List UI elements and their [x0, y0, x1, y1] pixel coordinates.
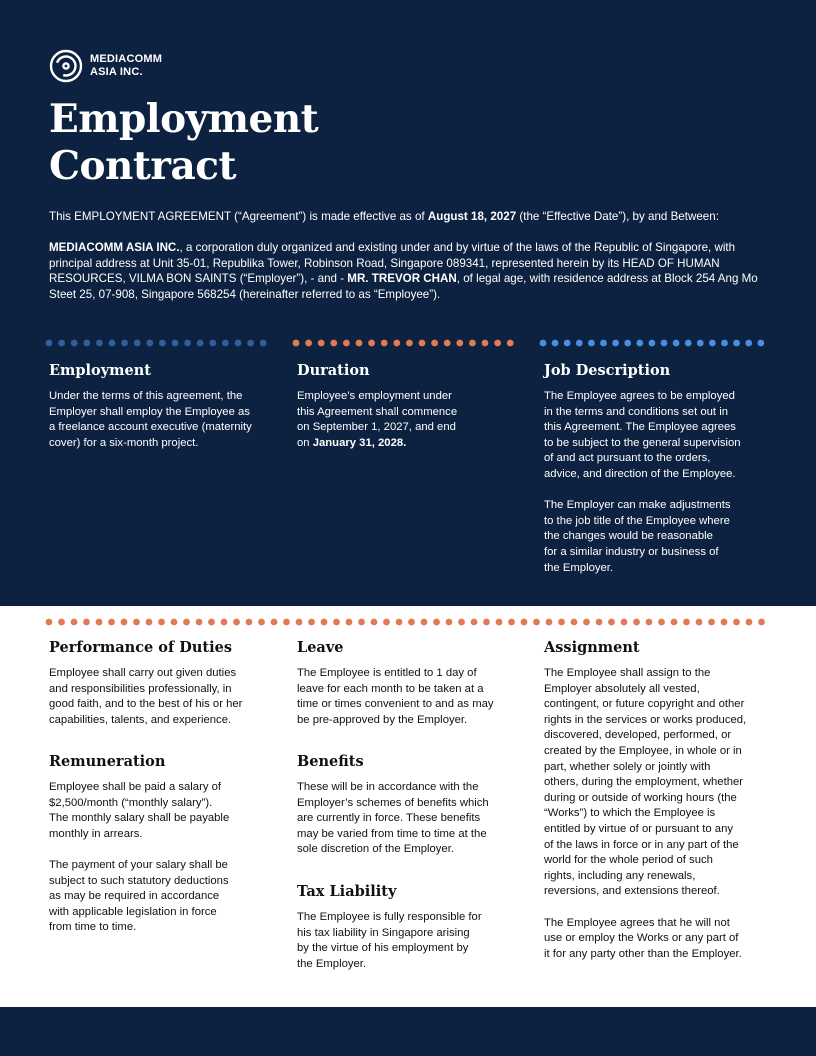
section-remuneration	[49, 753, 274, 936]
divider-dot	[196, 619, 203, 626]
divider-dot	[83, 619, 90, 626]
section-title: Employment	[49, 362, 151, 379]
divider-dot	[483, 619, 490, 626]
section-body: The Employee agrees to be employed in the terms and conditions set out in this Agreement. The Employee agrees to be subject to the general supervision of and act pursuant to the orders, advice, and direction of the Employee.	[544, 390, 741, 480]
divider-dot	[121, 340, 128, 347]
section-title: Remuneration	[49, 753, 166, 770]
divider-dot	[708, 619, 715, 626]
divider-dot	[721, 340, 728, 347]
divider-dot	[540, 340, 547, 347]
divider-dot	[446, 619, 453, 626]
divider-dot	[552, 340, 559, 347]
end-date: January 31, 2028.	[312, 436, 407, 449]
divider-dot	[197, 340, 204, 347]
divider-dot	[646, 619, 653, 626]
divider-dot	[233, 619, 240, 626]
divider-dot	[146, 340, 153, 347]
divider-dot	[612, 340, 619, 347]
divider-dot	[746, 619, 753, 626]
divider-dot	[758, 619, 765, 626]
divider-dot	[235, 340, 242, 347]
section-title: Performance of Duties	[49, 639, 232, 656]
divider-dot	[558, 619, 565, 626]
divider-dot	[133, 619, 140, 626]
divider-dot	[482, 340, 489, 347]
divider-dot	[346, 619, 353, 626]
divider-dot	[371, 619, 378, 626]
company-name	[90, 53, 162, 79]
divider-dot	[507, 340, 514, 347]
divider-dot	[431, 340, 438, 347]
divider-dot	[636, 340, 643, 347]
divider-dot	[733, 340, 740, 347]
divider-dot	[608, 619, 615, 626]
section-body: Under the terms of this agreement, the Employer shall employ the Employee as a freelance account executive (maternity cover) for a six-month project.	[49, 390, 252, 449]
section-body: These will be in accordance with the Employer’s schemes of benefits which are currently in force. These benefits may be varied from time to time at the sole discretion of the Employer.	[297, 781, 489, 856]
divider-dot	[368, 340, 375, 347]
divider-dot	[171, 619, 178, 626]
section-duration	[297, 362, 522, 451]
divider-dot	[183, 619, 190, 626]
title-line1: Employment	[49, 96, 319, 142]
divider-dot	[406, 340, 413, 347]
divider-dot	[393, 340, 400, 347]
dot-divider-light-blue	[539, 339, 774, 347]
section-title: Leave	[297, 639, 344, 656]
section-leave	[297, 639, 522, 728]
section-body: Employee shall be paid a salary of $2,500/month (“monthly salary”). The monthly salary shall be payable monthly in arrears.	[49, 781, 230, 840]
divider-dot	[71, 619, 78, 626]
divider-dot	[696, 619, 703, 626]
footer-band	[0, 1007, 816, 1056]
section-body: The Employee is entitled to 1 day of leave for each month to be taken at a time or times convenient to and as may be pre-approved by the Employer.	[297, 667, 494, 726]
divider-dot	[58, 619, 65, 626]
section-title: Assignment	[544, 639, 640, 656]
intro-text: , a corporation duly organized and existing under and by virtue of the laws of the Republic of Singapore, with principal address at Unit 35-01, Republika Tower, Robinson Road, Singapore 089341, represented herein by its HEAD OF HUMAN RESOURCES, VILMA BON SAINTS (“Employer”), - and -	[49, 241, 736, 286]
divider-dot	[221, 619, 228, 626]
divider-dot	[109, 340, 116, 347]
divider-dot	[683, 619, 690, 626]
section-assignment	[544, 639, 774, 962]
divider-dot	[330, 340, 337, 347]
dot-divider-orange-full	[45, 618, 771, 626]
divider-dot	[46, 619, 53, 626]
divider-dot	[671, 619, 678, 626]
divider-dot	[458, 619, 465, 626]
divider-dot	[600, 340, 607, 347]
section-title: Duration	[297, 362, 370, 379]
vinyl-record-icon	[49, 49, 83, 83]
divider-dot	[421, 619, 428, 626]
divider-dot	[296, 619, 303, 626]
divider-dot	[271, 619, 278, 626]
divider-dot	[83, 340, 90, 347]
section-body: The payment of your salary shall be subject to such statutory deductions as may be required in accordance with applicable legislation in force from time to time.	[49, 858, 229, 934]
employee-name: MR. TREVOR CHAN	[347, 272, 457, 286]
divider-dot	[333, 619, 340, 626]
divider-dot	[469, 340, 476, 347]
intro-text: (the “Effective Date”), by and Between:	[516, 210, 719, 223]
divider-dot	[159, 340, 166, 347]
divider-dot	[673, 340, 680, 347]
divider-dot	[318, 340, 325, 347]
divider-dot	[745, 340, 752, 347]
divider-dot	[658, 619, 665, 626]
divider-dot	[108, 619, 115, 626]
divider-dot	[46, 340, 53, 347]
duration-text: Employee’s employment under this Agreement shall commence on September 1, 2027, and end on	[297, 390, 458, 449]
divider-dot	[356, 340, 363, 347]
section-body: Employee shall carry out given duties and responsibilities professionally, in good faith, and to the best of his or her capabilities, talents, and experience.	[49, 667, 243, 726]
divider-dot	[260, 340, 267, 347]
divider-dot	[246, 619, 253, 626]
divider-dot	[508, 619, 515, 626]
employer-name: MEDIACOMM ASIA INC.	[49, 241, 180, 254]
divider-dot	[621, 619, 628, 626]
divider-dot	[494, 340, 501, 347]
divider-dot	[209, 340, 216, 347]
section-body	[297, 389, 522, 451]
divider-dot	[721, 619, 728, 626]
divider-dot	[588, 340, 595, 347]
divider-dot	[184, 340, 191, 347]
divider-dot	[96, 619, 103, 626]
intro-parties	[49, 240, 769, 302]
divider-dot	[343, 340, 350, 347]
intro-text: This EMPLOYMENT AGREEMENT (“Agreement”) is made effective as of	[49, 210, 428, 223]
divider-dot	[321, 619, 328, 626]
divider-dot	[383, 619, 390, 626]
section-body: The Employee is fully responsible for his tax liability in Singapore arising by the virtue of his employment by the Employer.	[297, 911, 482, 970]
section-body: The Employee shall assign to the Employer absolutely all vested, contingent, or future copyright and other rights in the services or works produced, discovered, developed, performed, or created by the Employee, in whole or in part, whether solely or jointly with others, during the employment, whether during or outside of working hours (the “Works”) to which the Employee is entitled by virtue of or pursuant to any of the laws in force or in any part of the world for the whole period of such rights, including any renewals, reversions, and extensions thereof.	[544, 667, 747, 898]
divider-dot	[305, 340, 312, 347]
section-title: Benefits	[297, 753, 364, 770]
dot-divider-blue	[45, 339, 280, 347]
divider-dot	[172, 340, 179, 347]
divider-dot	[381, 340, 388, 347]
section-job-description	[544, 362, 774, 576]
company-logo	[49, 49, 162, 83]
divider-dot	[444, 340, 451, 347]
divider-dot	[624, 340, 631, 347]
divider-dot	[308, 619, 315, 626]
divider-dot	[358, 619, 365, 626]
section-benefits	[297, 753, 522, 858]
title-line2: Contract	[49, 143, 237, 189]
divider-dot	[533, 619, 540, 626]
company-name-line1: MEDIACOMM	[90, 53, 163, 65]
company-name-line2: ASIA INC.	[90, 66, 143, 78]
divider-dot	[471, 619, 478, 626]
divider-dot	[583, 619, 590, 626]
intro-effective-date	[49, 209, 769, 225]
divider-dot	[521, 619, 528, 626]
divider-dot	[258, 619, 265, 626]
section-employment	[49, 362, 274, 451]
divider-dot	[661, 340, 668, 347]
divider-dot	[733, 619, 740, 626]
divider-dot	[576, 340, 583, 347]
section-tax-liability	[297, 883, 522, 972]
divider-dot	[58, 340, 65, 347]
divider-dot	[158, 619, 165, 626]
divider-dot	[96, 340, 103, 347]
divider-dot	[121, 619, 128, 626]
divider-dot	[433, 619, 440, 626]
divider-dot	[757, 340, 764, 347]
intro-text: , of legal age, with residence address at Block 254 Ang Mo Steet 25, 07-908, Singapore 568254 (hereinafter referred to as “Employee”).	[49, 272, 758, 301]
divider-dot	[247, 340, 254, 347]
divider-dot	[146, 619, 153, 626]
section-performance	[49, 639, 274, 728]
divider-dot	[283, 619, 290, 626]
divider-dot	[293, 340, 300, 347]
effective-date: August 18, 2027	[427, 210, 517, 223]
divider-dot	[633, 619, 640, 626]
divider-dot	[571, 619, 578, 626]
divider-dot	[396, 619, 403, 626]
divider-dot	[456, 340, 463, 347]
section-body: The Employer can make adjustments to the job title of the Employee where the changes would be reasonable for a similar industry or business of the Employer.	[544, 499, 731, 574]
divider-dot	[408, 619, 415, 626]
divider-dot	[709, 340, 716, 347]
divider-dot	[546, 619, 553, 626]
divider-dot	[596, 619, 603, 626]
section-title: Tax Liability	[297, 883, 397, 900]
section-title: Job Description	[544, 362, 671, 379]
divider-dot	[649, 340, 656, 347]
divider-dot	[685, 340, 692, 347]
divider-dot	[222, 340, 229, 347]
page-title	[49, 96, 318, 190]
divider-dot	[697, 340, 704, 347]
dot-divider-orange	[292, 339, 527, 347]
divider-dot	[208, 619, 215, 626]
divider-dot	[134, 340, 141, 347]
divider-dot	[564, 340, 571, 347]
divider-dot	[419, 340, 426, 347]
divider-dot	[71, 340, 78, 347]
divider-dot	[496, 619, 503, 626]
section-body: The Employee agrees that he will not use or employ the Works or any part of it for any party other than the Employer.	[544, 916, 742, 960]
